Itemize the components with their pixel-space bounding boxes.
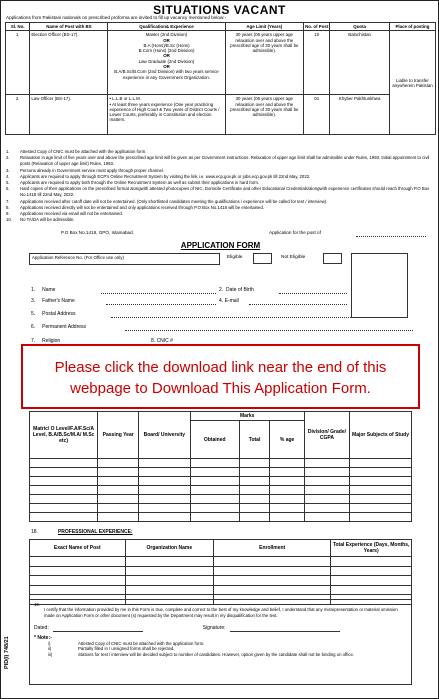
col-posts: No. of Post bbox=[305, 24, 329, 29]
declaration-box bbox=[29, 599, 412, 685]
note-item: 6. Hard copies of their applications on the prescribed format alongwith attested photocopies of NIC, Domicile Certificate and other Educational Credentials/alongwith experience certificates should reach through P.O Box No.1418 till 22nd May, 2022. bbox=[6, 186, 430, 198]
reference-label: Application Reference No. (For Office use only) bbox=[32, 255, 124, 260]
experience-section-heading: 18. PROFESSIONAL EXPERIENCE: bbox=[31, 529, 133, 535]
note-item: 10. No TA/DA will be admissible. bbox=[6, 217, 75, 223]
row-qualification: • L.L.B or L.L.M. • At least three years experience (One year practicing experience of High Court & Two years of District Courts / Lower Courts, preferably in Constitution and election matters. bbox=[108, 95, 225, 135]
col-passing-year: Passing Year bbox=[98, 412, 139, 459]
note-item: 3. Persons already in Government service must apply through proper channel. bbox=[6, 167, 165, 173]
pobox-address: P.O Box No.1418, GPO, Islamabad. bbox=[61, 230, 134, 235]
education-row[interactable] bbox=[30, 513, 412, 522]
page-title: SITUATIONS VACANT bbox=[153, 3, 286, 17]
vacancy-row bbox=[6, 31, 436, 95]
col-total: Total bbox=[239, 421, 269, 459]
download-notice-banner: Please click the download link near the end of this webpage to Download This Application Form. bbox=[21, 344, 420, 409]
row-posts: 01 bbox=[304, 95, 330, 135]
father-name-field[interactable] bbox=[106, 304, 216, 305]
not-eligible-label: Not Eligible bbox=[281, 255, 306, 260]
row-age: 30 years (05 years upper age relaxation over and above the prescribed age of 30 years shall be admissible). bbox=[225, 31, 304, 95]
permanent-address-field[interactable] bbox=[125, 330, 413, 331]
declaration-number: 19. bbox=[34, 602, 40, 607]
note-item: 7. Applications received after cutoff date will not be entertained. (Only shortlisted candidates meeting the qualifications / experience will be called for test / interview). bbox=[6, 198, 328, 204]
row-place: Liable to transfer anywherein Pakistan bbox=[389, 31, 435, 135]
education-row[interactable] bbox=[30, 459, 412, 468]
col-subjects: Major Subjects of Study bbox=[350, 412, 412, 459]
eligible-checkbox[interactable] bbox=[253, 253, 272, 264]
field-permanent-label: 6. Permanent Address bbox=[31, 324, 87, 330]
application-for-label: Application for the post of bbox=[269, 230, 321, 235]
experience-row[interactable] bbox=[30, 557, 412, 567]
reference-box bbox=[29, 253, 220, 265]
field-name-label: 1. Name bbox=[31, 287, 56, 293]
row-quota: Balochistan bbox=[330, 31, 390, 95]
declaration-text: I certify that the information provided by me in this Form is true, complete and correct to the best of my knowledge and belief, I understand that any misrepresentation or material omission made on Application Form or other document (s) requested by the Department may result in my disqualification for the test. bbox=[44, 607, 398, 618]
form-title: APPLICATION FORM bbox=[180, 241, 261, 250]
name-field[interactable] bbox=[101, 293, 216, 294]
row-age: 30 years (05 years upper age relaxation over and above the prescribed age of 30 years shall be admissible). bbox=[225, 95, 304, 135]
field-email-label: 4. E-mail bbox=[219, 298, 239, 304]
education-header-row bbox=[30, 412, 412, 421]
signature-field[interactable] bbox=[230, 626, 340, 631]
dob-field[interactable] bbox=[279, 293, 347, 294]
col-organization: Organization Name bbox=[125, 540, 214, 557]
row-sl: 2. bbox=[6, 95, 30, 135]
note-item: 4. Applicants are required to apply through ECP's Online Recruitment System by visiting the link i.e. www.ecp.gov.pk or jobs.ecp.gov.pk till 22nd May, 2022. bbox=[6, 173, 311, 179]
field-father-label: 3. Father's Name bbox=[31, 298, 75, 304]
col-marks: Marks bbox=[190, 412, 304, 421]
note-item: iii) Stations for test / interview will be decided subject to number of candidates. However, option given by the candidate shall not be binding on office. bbox=[48, 651, 355, 657]
field-cnic-label: 8. CNIC # bbox=[151, 338, 173, 344]
pid-number: PID(I) 748/21 bbox=[4, 636, 10, 669]
vacancy-header-row bbox=[6, 23, 436, 31]
dated-field[interactable] bbox=[53, 626, 143, 631]
education-row[interactable] bbox=[30, 468, 412, 477]
education-row[interactable] bbox=[30, 495, 412, 504]
col-post: Name of Post with BS bbox=[30, 23, 108, 31]
col-sl: Sl. No. bbox=[6, 23, 30, 31]
col-total-experience: Total Experience (Days, Months, Years) bbox=[331, 540, 412, 557]
note-item: i) Attested Copy of CNIC must be attached with the application form. bbox=[48, 641, 205, 647]
col-certificate: Matric/ O Level/F.A/F.Sc/A Level, B.A/B.Sc/M.A/ M.Sc etc) bbox=[30, 412, 98, 459]
note-item: 5. Applicants are required to apply both through the Online Recruitment System as well as submit their applications in hard form. bbox=[6, 180, 260, 186]
vacancy-row bbox=[6, 95, 436, 135]
note-heading: * Note:- bbox=[34, 634, 52, 641]
application-for-line[interactable] bbox=[356, 236, 426, 237]
row-sl: 1. bbox=[6, 31, 30, 95]
experience-table bbox=[29, 539, 412, 605]
experience-row[interactable] bbox=[30, 566, 412, 576]
row-qualification: Master (2nd Division) OR B.A (Hons)/B.Sc (Hons) B.Com (Hons) (2nd Division) OR Law Graduate (2nd Division) OR B.A/B.Sc/B.Com (2nd Division) with two years service experience in any Government Organization. bbox=[108, 31, 225, 95]
col-enrollment: Enrollment bbox=[214, 540, 331, 557]
field-postal-label: 5. Postal Address bbox=[31, 311, 76, 317]
not-eligible-checkbox[interactable] bbox=[323, 253, 342, 264]
education-row[interactable] bbox=[30, 477, 412, 486]
experience-row[interactable] bbox=[30, 585, 412, 595]
row-post: Law Officer (BS-17). bbox=[30, 95, 108, 135]
photo-box bbox=[351, 253, 408, 318]
note-item: ii) Partially filled in / unsigned forms shall be rejected. bbox=[48, 646, 175, 652]
postal-address-field[interactable] bbox=[111, 317, 351, 318]
field-religion-label: 7. Religion bbox=[31, 338, 61, 344]
col-quota: Quota bbox=[330, 23, 390, 31]
education-row[interactable] bbox=[30, 486, 412, 495]
email-field[interactable] bbox=[249, 304, 347, 305]
experience-row[interactable] bbox=[30, 576, 412, 586]
field-dob-label: 2. Date of Birth bbox=[219, 287, 254, 293]
vacancy-table bbox=[5, 22, 436, 135]
col-percentage: % age bbox=[270, 421, 305, 459]
note-item: 2. Relaxation in age limit of five years over and above the prescribed age limit will be given as per Government instructions. Relaxation of upper age limit shall be admissible under Rules, 1993. Initial appointment to civil posts (Relaxation of upper age limit) Rules, 1993. bbox=[6, 155, 430, 167]
row-posts: 10 bbox=[304, 31, 330, 95]
intro-text: Applications from Pakistani nationals on prescribed proforma are invited to fill up vacancy mentioned below:- bbox=[6, 15, 227, 20]
education-row[interactable] bbox=[30, 504, 412, 513]
col-obtained: Obtained bbox=[190, 421, 239, 459]
eligible-label: Eligible bbox=[227, 255, 243, 260]
experience-header-row bbox=[30, 540, 412, 557]
col-exact-post: Exact Name of Post bbox=[30, 540, 126, 557]
col-age: Age Limit (Years) bbox=[225, 23, 304, 31]
education-table bbox=[29, 411, 412, 522]
col-board: Board/ University bbox=[139, 412, 190, 459]
note-item: 9. Applications received via email will not be entertained. bbox=[6, 211, 123, 217]
signature-label: Signature: bbox=[202, 625, 226, 632]
row-quota: Khyber Pakhtunkhwa bbox=[330, 95, 390, 135]
dated-label: Dated: bbox=[34, 625, 49, 632]
note-item: 8. Applications received directly will not be entertained and only applications received through P.O Box No.1418 will be entertained. bbox=[6, 204, 265, 210]
sign-row bbox=[34, 626, 407, 631]
row-post: Election Officer (BS-17). bbox=[30, 31, 108, 95]
note-item: 1. Attested Copy of CNIC must be attached with the application form. bbox=[6, 149, 147, 154]
notes-list bbox=[6, 149, 436, 223]
col-place: Place of posting bbox=[389, 23, 435, 31]
col-division: Division/ Grade/ CGPA bbox=[304, 412, 349, 459]
col-qualification: Qualification& Experience bbox=[108, 23, 225, 31]
